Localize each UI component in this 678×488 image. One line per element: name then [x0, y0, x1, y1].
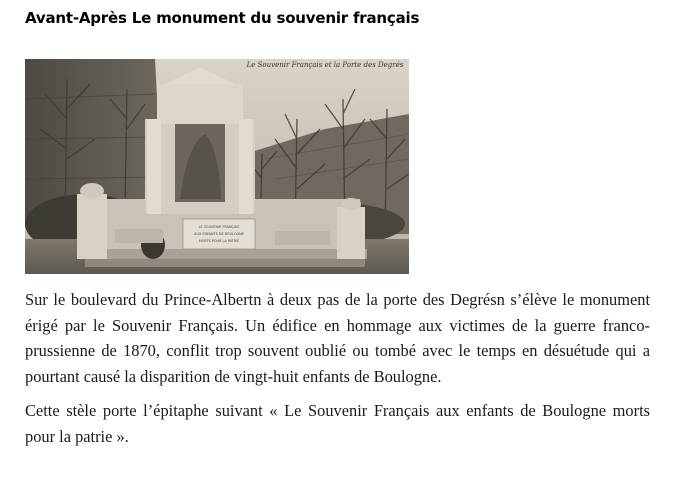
plaque-line-3: MORTS POUR LA PATRIE — [198, 239, 240, 243]
monument-photo — [25, 59, 409, 274]
plaque-line-1: LE SOUVENIR FRANÇAIS — [198, 225, 240, 229]
photo-caption: Le Souvenir Français et la Porte des Degrés — [246, 61, 404, 69]
paragraph-monument-location: Sur le boulevard du Prince-Albertn à deux pas de la porte des Degrésn s’élève le monument érigé par le Souvenir Français. Un édifice en hommage aux victimes de la guerre franco-prussienne de 1870, conflit trop souvent oublié ou tombé avec le temps en désuétude qui a pourtant causé la disparition de vingt-huit enfants de Boulogne. — [25, 290, 650, 386]
paragraph-epitaph: Cette stèle porte l’épitaphe suivant « Le Souvenir Français aux enfants de Boulogne morts pour la patrie ». — [25, 401, 650, 446]
page-title: Avant-Après Le monument du souvenir français — [25, 9, 420, 27]
plaque-line-2: AUX ENFANTS DE BOULOGNE — [194, 232, 244, 236]
